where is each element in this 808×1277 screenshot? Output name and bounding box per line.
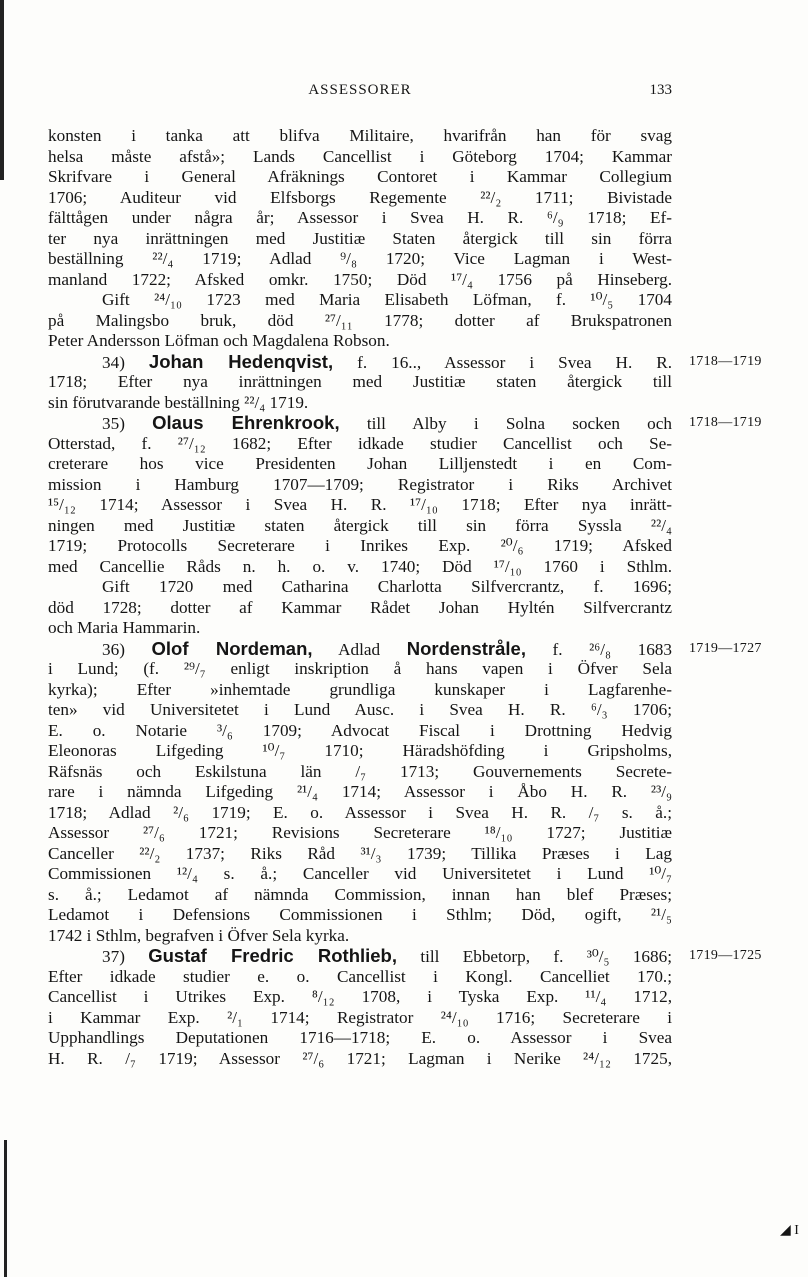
- line-text: Upphandlings Deputationen 1716—1718; E. o. Assessor i Svea: [48, 1028, 672, 1047]
- text-line: [48, 495, 672, 516]
- line-text: och Maria Hammarin.: [48, 618, 201, 637]
- text-line: [48, 967, 672, 988]
- entry-number: 36): [102, 639, 152, 659]
- text-line: [48, 803, 672, 824]
- line-text: kyrka); Efter »inhemtade grundliga kunskaper i Lagfarenhe-: [48, 679, 672, 699]
- running-head: ASSESSORER: [308, 82, 412, 98]
- text-line: [48, 741, 672, 762]
- text-line: [48, 618, 672, 639]
- corner-mark: ◢ I: [780, 1223, 799, 1238]
- text-line: [48, 762, 672, 783]
- text-line: [48, 945, 762, 967]
- text-line: [48, 557, 672, 578]
- line-text: Skrifvare i General Afräknings Contoret i Kammar Collegium: [48, 167, 672, 186]
- person-name: Olaus Ehrenkrook,: [152, 412, 340, 433]
- line-text: Assessor ²⁷/₆ 1721; Revisions Secreterare ¹⁸/₁₀ 1727; Justitiæ: [48, 823, 672, 842]
- line-text: på Malingsbo bruk, död ²⁷/₁₁ 1778; dotter af Brukspatronen: [48, 310, 672, 330]
- line-text: Gift ²⁴/₁₀ 1723 med Maria Elisabeth Löfman, f. ¹⁰/₅ 1704: [102, 290, 672, 309]
- page-header: [48, 82, 672, 104]
- line-text: död 1728; dotter af Kammar Rådet Johan Hyltén Silfvercrantz: [48, 597, 672, 617]
- text-line: [48, 188, 672, 209]
- text-line: [48, 290, 672, 311]
- line-text: 1742 i Sthlm, begrafven i Öfver Sela kyrka.: [48, 925, 350, 945]
- text-line: [48, 637, 762, 660]
- text-line: [48, 475, 672, 496]
- text-line: [48, 126, 672, 147]
- line-text: i Kammar Exp. ²/₁ 1714; Registrator ²⁴/₁₀ 1716; Secreterare i: [48, 1007, 672, 1027]
- text-line: [48, 516, 672, 537]
- line-text: med Cancellie Råds n. h. o. v. 1740; Död ¹⁷/₁₀ 1760 i Sthlm.: [48, 556, 672, 576]
- line-text: konsten i tanka att blifva Militaire, hvarifrån han för svag: [48, 126, 672, 145]
- text-line: [48, 577, 672, 598]
- entry-number: 37): [102, 947, 149, 966]
- line-text: Räfsnäs och Eskilstuna län /₇ 1713; Gouvernements Secrete-: [48, 761, 672, 781]
- line-text: E. o. Notarie ³/₆ 1709; Advocat Fiscal i Drottning Hedvig: [48, 720, 672, 740]
- line-text: ter nya inrättningen med Justitiæ Staten återgick till sin förra: [48, 228, 672, 248]
- text-line: [48, 249, 672, 270]
- text-line: [48, 1008, 672, 1029]
- line-text: ¹⁵/₁₂ 1714; Assessor i Svea H. R. ¹⁷/₁₀ 1718; Efter nya inrätt-: [48, 495, 672, 514]
- text-line: [48, 885, 672, 906]
- line-text: Cancellist i Utrikes Exp. ⁸/₁₂ 1708, i Tyska Exp. ¹¹/₄ 1712,: [48, 987, 672, 1006]
- line-text: 1718; Efter nya inrättningen med Justitiæ staten återgick till: [48, 372, 672, 391]
- text-line: [48, 987, 672, 1008]
- text-line: [48, 372, 672, 393]
- line-text: helsa måste afstå»; Lands Cancellist i Göteborg 1704; Kammar: [48, 146, 672, 166]
- line-text: fälttågen under några år; Assessor i Svea H. R. ⁶/₉ 1718; Ef-: [48, 208, 672, 227]
- line-text: Ledamot i Defensions Commissionen i Sthlm; Död, ogift, ²¹/₅: [48, 905, 672, 924]
- page-edge-shadow-bottom: [4, 1140, 7, 1277]
- margin-years: 1719—1725: [689, 948, 762, 963]
- line-text: ten» vid Universitetet i Lund Ausc. i Svea H. R. ⁶/₃ 1706;: [48, 700, 672, 719]
- person-name: Olof Nordeman,: [151, 637, 313, 659]
- text-line: [48, 208, 672, 229]
- line-text: Adlad: [312, 639, 407, 659]
- text-line: [48, 350, 762, 373]
- line-text: f. 16.., Assessor i Svea H. R.: [333, 352, 673, 372]
- line-text: manland 1722; Afsked omkr. 1750; Död ¹⁷/₄ 1756 på Hinseberg.: [48, 269, 672, 289]
- line-text: beställning ²²/₄ 1719; Adlad ⁹/₈ 1720; Vice Lagman i West-: [48, 249, 672, 268]
- person-name: Nordenstråle,: [406, 637, 526, 659]
- main-text: [48, 126, 762, 1069]
- text-line: [48, 659, 672, 680]
- text-line: [48, 782, 672, 803]
- line-text: Otterstad, f. ²⁷/₁₂ 1682; Efter idkade studier Cancellist och Se-: [48, 433, 672, 453]
- margin-years: 1719—1727: [689, 640, 762, 656]
- page-edge-shadow-top: [0, 0, 4, 180]
- margin-years: 1718—1719: [689, 415, 762, 430]
- line-text: mission i Hamburg 1707—1709; Registrator i Riks Archivet: [48, 474, 672, 494]
- margin-years: 1718—1719: [689, 353, 762, 369]
- line-text: Gift 1720 med Catharina Charlotta Silfvercrantz, f. 1696;: [102, 577, 672, 596]
- text-line: [48, 926, 672, 947]
- text-line: [48, 1028, 672, 1049]
- text-line: [48, 311, 672, 332]
- text-line: [48, 454, 672, 475]
- line-text: Commissionen ¹²/₄ s. å.; Canceller vid Universitetet i Lund ¹⁰/₇: [48, 864, 672, 883]
- line-text: till Alby i Solna socken och: [339, 414, 672, 433]
- entry-number: 34): [102, 352, 149, 372]
- line-text: till Ebbetorp, f. ³⁰/₅ 1686;: [397, 947, 672, 966]
- line-text: Canceller ²²/₂ 1737; Riks Råd ³¹/₃ 1739; Tillika Præses i Lag: [48, 843, 672, 863]
- line-text: Eleonoras Lifgeding ¹⁰/₇ 1710; Häradshöfding i Gripsholms,: [48, 741, 672, 760]
- text-line: [48, 412, 762, 434]
- text-line: [48, 434, 672, 455]
- line-text: Peter Andersson Löfman och Magdalena Robson.: [48, 331, 390, 350]
- line-text: 1718; Adlad ²/₆ 1719; E. o. Assessor i Svea H. R. /₇ s. å.;: [48, 802, 672, 822]
- text-line: [48, 905, 672, 926]
- text-line: [48, 147, 672, 168]
- line-text: i Lund; (f. ²⁹/₇ enligt inskription å hans vapen i Öfver Sela: [48, 659, 672, 678]
- line-text: ningen med Justitiæ staten återgick till sin förra Syssla ²²/₄: [48, 515, 672, 535]
- text-line: [48, 864, 672, 885]
- text-line: [48, 680, 672, 701]
- line-text: H. R. /₇ 1719; Assessor ²⁷/₆ 1721; Lagman i Nerike ²⁴/₁₂ 1725,: [48, 1048, 672, 1068]
- text-line: [48, 167, 672, 188]
- line-text: s. å.; Ledamot af nämnda Commission, innan han blef Præses;: [48, 884, 672, 904]
- text-line: [48, 229, 672, 250]
- text-line: [48, 393, 672, 414]
- text-line: [48, 331, 672, 352]
- line-text: rare i nämnda Lifgeding ²¹/₄ 1714; Assessor i Åbo H. R. ²³/₉: [48, 782, 672, 801]
- text-line: [48, 1049, 672, 1070]
- text-line: [48, 844, 672, 865]
- page-number: 133: [649, 82, 672, 98]
- text-line: [48, 598, 672, 619]
- entry-number: 35): [102, 414, 153, 433]
- text-line: [48, 823, 672, 844]
- text-line: [48, 721, 672, 742]
- line-text: 1706; Auditeur vid Elfsborgs Regemente ²²/₂ 1711; Bivistade: [48, 187, 672, 207]
- text-line: [48, 270, 672, 291]
- line-text: sin förutvarande beställning ²²/₄ 1719.: [48, 392, 309, 412]
- line-text: f. ²⁶/₈ 1683: [525, 639, 672, 659]
- text-line: [48, 700, 672, 721]
- person-name: Gustaf Fredric Rothlieb,: [148, 945, 397, 966]
- line-text: creterare hos vice Presidenten Johan Lilljenstedt i en Com-: [48, 454, 672, 473]
- person-name: Johan Hedenqvist,: [148, 350, 334, 372]
- line-text: 1719; Protocolls Secreterare i Inrikes Exp. ²⁰/₆ 1719; Afsked: [48, 536, 672, 555]
- line-text: Efter idkade studier e. o. Cancellist i Kongl. Cancelliet 170.;: [48, 966, 672, 986]
- text-line: [48, 536, 672, 557]
